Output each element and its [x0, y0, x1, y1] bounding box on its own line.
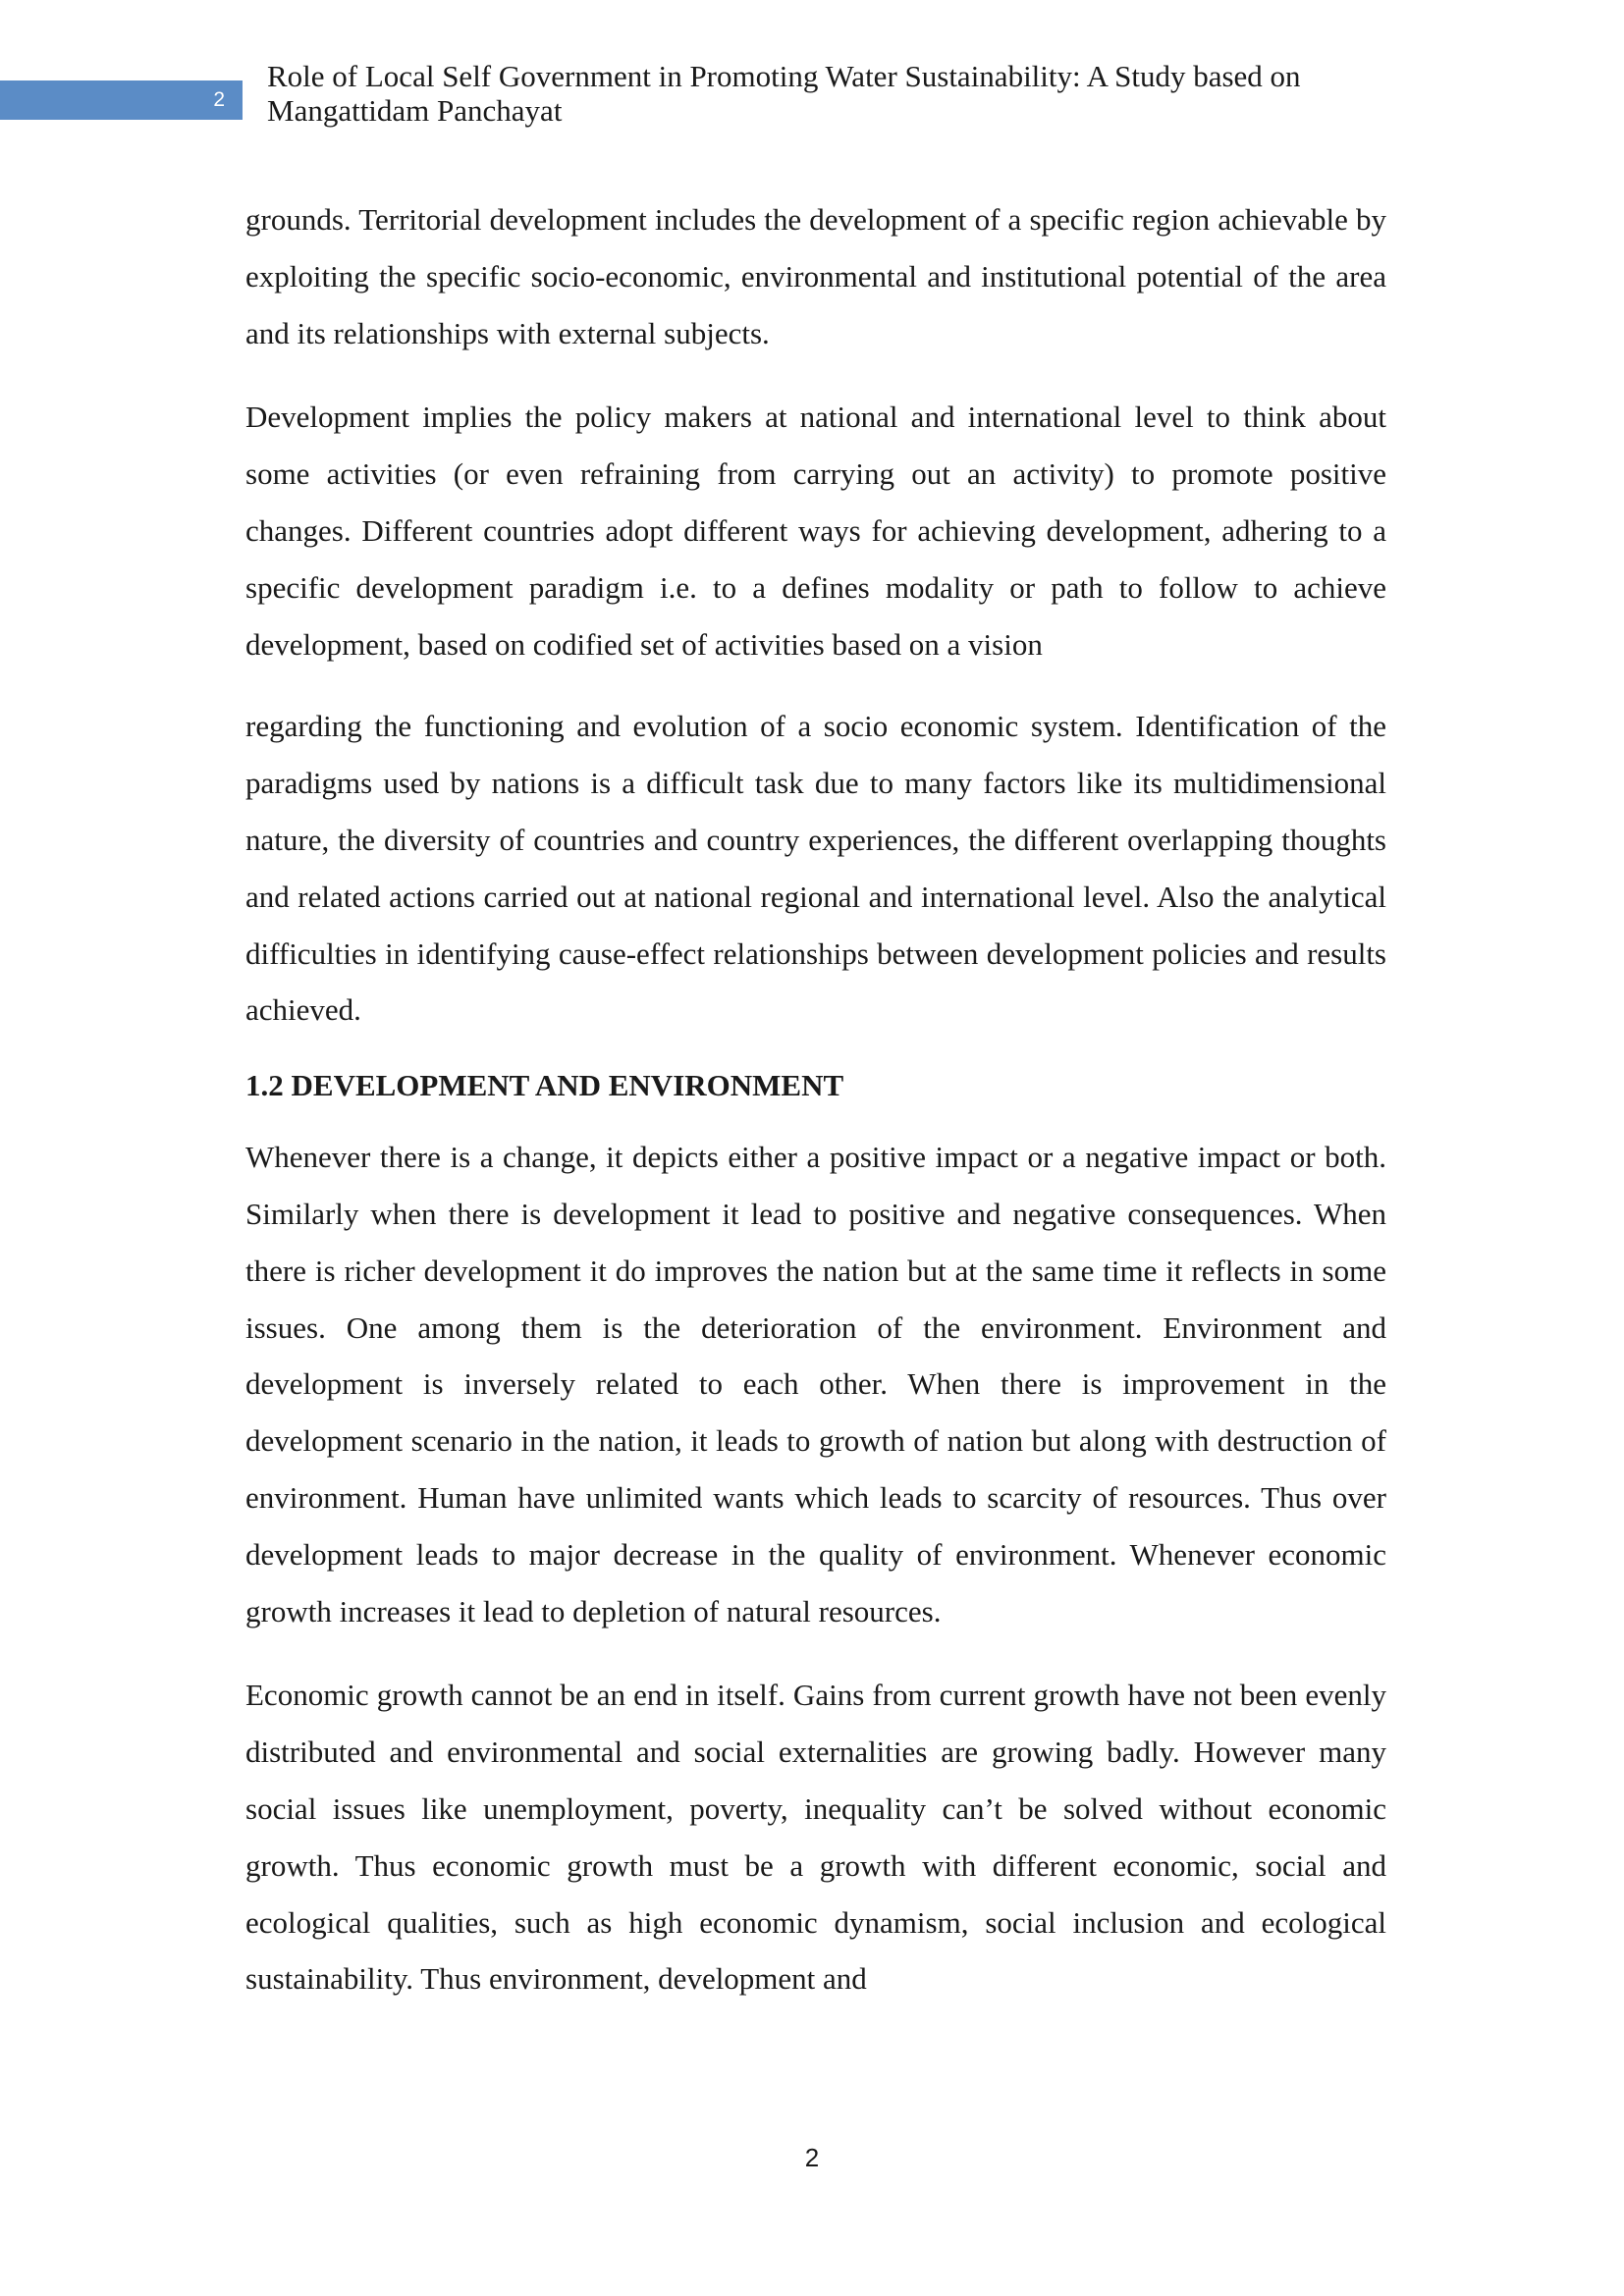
section-paragraph: Whenever there is a change, it depicts either a positive impact or a negative impact or both. Similarly when there is development it lead to positive and negative consequences. When there is richer development it do improves the nation but at the same time it reflects in some issues. One among them is the deterioration of the environment. Environment and development is inversely related to each other. When there is improvement in the development scenario in the nation, it leads to growth of nation but along with destruction of environment. Human have unlimited wants which leads to scarcity of resources. Thus over development leads to major decrease in the quality of environment. Whenever economic growth increases it lead to depletion of natural resources. [245, 1140, 1386, 1629]
section-paragraph: Economic growth cannot be an end in itself. Gains from current growth have not been evenly distributed and environmental and social externalities are growing badly. However many social issues like unemployment, poverty, inequality can’t be solved without economic growth. Thus economic growth must be a growth with different economic, social and ecological qualities, such as high economic dynamism, social inclusion and ecological sustainability. Thus environment, development and [245, 1678, 1386, 1997]
running-title: Role of Local Self Government in Promoting Water Sustainability: A Study based on Mangattidam Panchayat [267, 59, 1301, 128]
footer-page-number: 2 [804, 2143, 820, 2172]
body-paragraph: Development implies the policy makers at national and international level to think about some activities (or even refraining from carrying out an activity) to promote positive changes. Different countries adopt different ways for achieving development, adhering to a specific development paradigm i.e. to a defines modality or path to follow to achieve development, based on codified set of activities based on a vision [245, 400, 1386, 662]
section-heading: 1.2 DEVELOPMENT AND ENVIRONMENT [245, 1068, 844, 1103]
header-page-number: 2 [213, 88, 225, 111]
header-page-tab [0, 80, 243, 120]
body-paragraph: regarding the functioning and evolution of a socio economic system. Identification of the paradigms used by nations is a difficult task due to many factors like its multidimensional nature, the diversity of countries and country experiences, the different overlapping thoughts and related actions carried out at national regional and international level. Also the analytical difficulties in identifying cause-effect relationships between development policies and results achieved. [245, 709, 1386, 1028]
body-paragraph: grounds. Territorial development includes the development of a specific region achievable by exploiting the specific socio-economic, environmental and institutional potential of the area and its relationships with external subjects. [245, 202, 1386, 350]
document-body [245, 191, 1386, 2035]
